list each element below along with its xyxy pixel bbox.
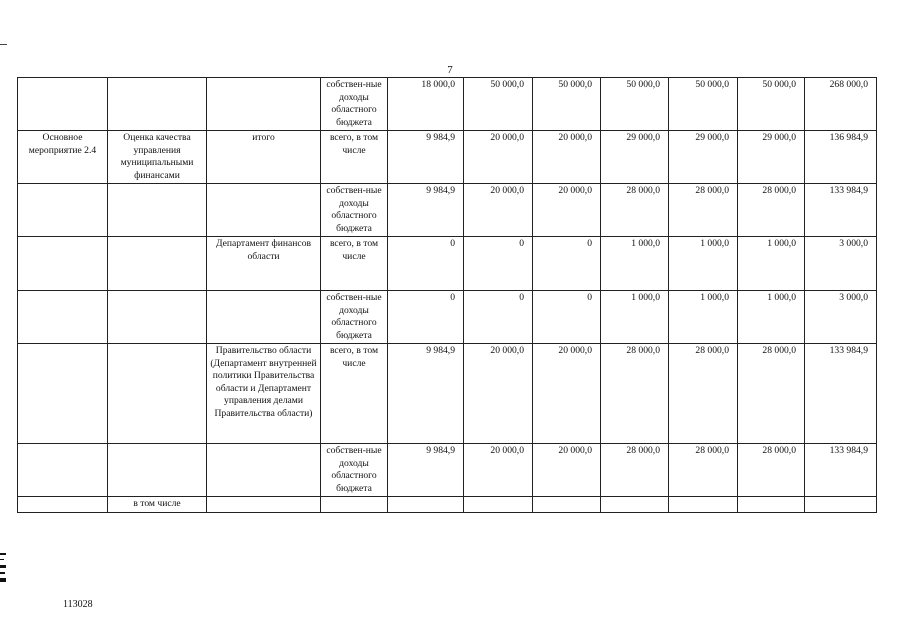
- value-cell: 20 000,0: [464, 344, 533, 444]
- event-cell: Основное мероприятие 2.4: [18, 131, 108, 184]
- value-cell: 28 000,0: [738, 184, 805, 237]
- value-cell: [464, 497, 533, 513]
- funding-source-cell: всего, в том числе: [321, 237, 388, 291]
- value-cell: 28 000,0: [669, 184, 738, 237]
- executor-cell: [207, 291, 321, 344]
- funding-source-cell: собствен-ные доходы областного бюджета: [321, 291, 388, 344]
- event-cell: [18, 497, 108, 513]
- value-cell: 9 984,9: [388, 131, 464, 184]
- value-cell: 9 984,9: [388, 444, 464, 497]
- table-row: [18, 444, 877, 497]
- funding-source-cell: всего, в том числе: [321, 131, 388, 184]
- total-value-cell: 133 984,9: [805, 444, 877, 497]
- page-number: 7: [447, 64, 453, 76]
- indicator-cell: Оценка качества управления муниципальными финансами: [108, 131, 207, 184]
- value-cell: 50 000,0: [738, 78, 805, 131]
- value-cell: 28 000,0: [601, 444, 669, 497]
- value-cell: 1 000,0: [738, 237, 805, 291]
- indicator-cell: [108, 184, 207, 237]
- value-cell: 28 000,0: [669, 344, 738, 444]
- budget-table-body: [18, 78, 877, 513]
- value-cell: 0: [464, 237, 533, 291]
- scan-edge-marks: [0, 553, 6, 585]
- indicator-cell: [108, 291, 207, 344]
- event-cell: [18, 291, 108, 344]
- value-cell: 18 000,0: [388, 78, 464, 131]
- executor-cell: итого: [207, 131, 321, 184]
- value-cell: 50 000,0: [669, 78, 738, 131]
- value-cell: 20 000,0: [464, 184, 533, 237]
- indicator-cell: [108, 78, 207, 131]
- value-cell: 28 000,0: [601, 344, 669, 444]
- indicator-cell: [108, 444, 207, 497]
- executor-cell: Департамент финансов области: [207, 237, 321, 291]
- value-cell: 29 000,0: [738, 131, 805, 184]
- value-cell: 28 000,0: [738, 344, 805, 444]
- value-cell: 29 000,0: [601, 131, 669, 184]
- value-cell: [601, 497, 669, 513]
- event-cell: [18, 444, 108, 497]
- event-cell: [18, 344, 108, 444]
- value-cell: 1 000,0: [669, 237, 738, 291]
- value-cell: 28 000,0: [738, 444, 805, 497]
- executor-cell: [207, 78, 321, 131]
- executor-cell: [207, 444, 321, 497]
- event-cell: [18, 78, 108, 131]
- value-cell: 1 000,0: [601, 237, 669, 291]
- value-cell: 0: [388, 291, 464, 344]
- total-value-cell: 133 984,9: [805, 184, 877, 237]
- value-cell: 50 000,0: [464, 78, 533, 131]
- scan-corner-mark: [0, 44, 7, 45]
- total-value-cell: 3 000,0: [805, 291, 877, 344]
- total-value-cell: 136 984,9: [805, 131, 877, 184]
- funding-source-cell: собствен-ные доходы областного бюджета: [321, 78, 388, 131]
- value-cell: 0: [388, 237, 464, 291]
- value-cell: 20 000,0: [464, 444, 533, 497]
- value-cell: [388, 497, 464, 513]
- executor-cell: Правительство области (Департамент внутренней политики Правительства области и Департамент управления делами Правительства области): [207, 344, 321, 444]
- value-cell: 20 000,0: [533, 344, 601, 444]
- event-cell: [18, 184, 108, 237]
- value-cell: 29 000,0: [669, 131, 738, 184]
- indicator-cell: [108, 344, 207, 444]
- value-cell: 20 000,0: [533, 444, 601, 497]
- value-cell: [669, 497, 738, 513]
- event-cell: [18, 237, 108, 291]
- value-cell: 20 000,0: [464, 131, 533, 184]
- value-cell: [738, 497, 805, 513]
- value-cell: 1 000,0: [738, 291, 805, 344]
- value-cell: 1 000,0: [669, 291, 738, 344]
- table-row: [18, 131, 877, 184]
- budget-table: [17, 77, 877, 513]
- value-cell: 1 000,0: [601, 291, 669, 344]
- value-cell: 9 984,9: [388, 344, 464, 444]
- value-cell: 50 000,0: [601, 78, 669, 131]
- funding-source-cell: всего, в том числе: [321, 344, 388, 444]
- indicator-cell: в том числе: [108, 497, 207, 513]
- table-row: [18, 184, 877, 237]
- value-cell: 28 000,0: [601, 184, 669, 237]
- funding-source-cell: собствен-ные доходы областного бюджета: [321, 444, 388, 497]
- executor-cell: [207, 184, 321, 237]
- document-code: 113028: [63, 599, 93, 610]
- total-value-cell: 3 000,0: [805, 237, 877, 291]
- value-cell: 28 000,0: [669, 444, 738, 497]
- value-cell: 9 984,9: [388, 184, 464, 237]
- table-row: [18, 237, 877, 291]
- funding-source-cell: [321, 497, 388, 513]
- value-cell: 0: [533, 237, 601, 291]
- table-row: [18, 497, 877, 513]
- table-row: [18, 291, 877, 344]
- value-cell: 0: [533, 291, 601, 344]
- table-row: [18, 344, 877, 444]
- table-row: [18, 78, 877, 131]
- executor-cell: [207, 497, 321, 513]
- value-cell: 0: [464, 291, 533, 344]
- indicator-cell: [108, 237, 207, 291]
- value-cell: 20 000,0: [533, 184, 601, 237]
- value-cell: 50 000,0: [533, 78, 601, 131]
- total-value-cell: [805, 497, 877, 513]
- value-cell: 20 000,0: [533, 131, 601, 184]
- funding-source-cell: собствен-ные доходы областного бюджета: [321, 184, 388, 237]
- total-value-cell: 268 000,0: [805, 78, 877, 131]
- value-cell: [533, 497, 601, 513]
- total-value-cell: 133 984,9: [805, 344, 877, 444]
